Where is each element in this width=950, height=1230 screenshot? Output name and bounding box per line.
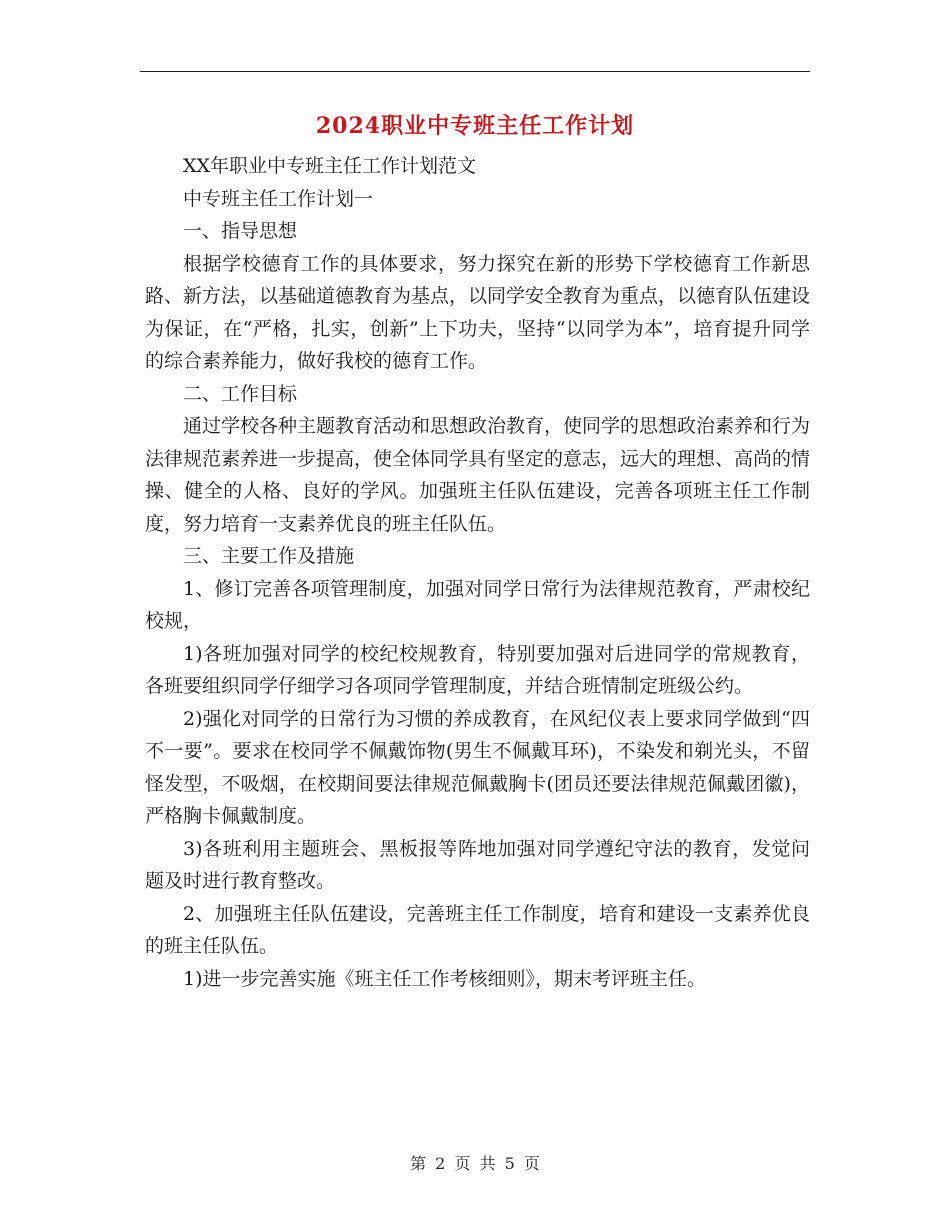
paragraph: 根据学校德育工作的具体要求，努力探究在新的形势下学校德育工作新思路、新方法，以基础道德教育为基点，以同学安全教育为重点，以德育队伍建设为保证，在“严格，扎实，创新”上下功夫，坚持“以同学为本”，培育提升同学的综合素养能力，做好我校的德育工作。: [145, 252, 811, 372]
paragraph: 通过学校各种主题教育活动和思想政治教育，使同学的思想政治素养和行为法律规范素养进一步提高，使全体同学具有坚定的意志，远大的理想、高尚的情操、健全的人格、良好的学风。加强班主任队伍建设，完善各项班主任工作制度，努力培育一支素养优良的班主任队伍。: [145, 415, 811, 535]
section-heading: 三、主要工作及措施: [183, 545, 355, 567]
paragraph: 2、加强班主任队伍建设，完善班主任工作制度，培育和建设一支素养优良的班主任队伍。: [145, 902, 810, 957]
section-heading: 二、工作目标: [183, 382, 298, 405]
paragraph: 3)各班利用主题班会、黑板报等阵地加强对同学遵纪守法的教育，发觉问题及时进行教育整改。: [145, 837, 810, 892]
document-body: [145, 150, 810, 995]
paragraph: 1、修订完善各项管理制度，加强对同学日常行为法律规范教育，严肃校纪校规，: [145, 577, 810, 632]
header-rule: [140, 71, 810, 72]
page-footer: 第 2 页 共 5 页: [410, 1154, 540, 1173]
paragraph: 中专班主任工作计划一: [183, 187, 374, 210]
section-heading: 一、指导思想: [183, 220, 298, 242]
paragraph: 1)各班加强对同学的校纪校规教育，特别要加强对后进同学的常规教育，各班要组织同学仔细学习各项同学管理制度，并结合班情制定班级公约。: [145, 642, 810, 697]
paragraph: 2)强化对同学的日常行为习惯的养成教育，在风纪仪表上要求同学做到“四不一要”。要求在校同学不佩戴饰物(男生不佩戴耳环)，不染发和剃光头，不留怪发型，不吸烟，在校期间要法律规范佩戴胸卡(团员还要法律规范佩戴团徽)，严格胸卡佩戴制度。: [145, 707, 810, 827]
paragraph: 1)进一步完善实施《班主任工作考核细则》，期末考评班主任。: [183, 967, 707, 990]
document-title: 2024职业中专班主任工作计划: [315, 113, 635, 139]
paragraph: XX年职业中专班主任工作计划范文: [183, 155, 477, 177]
